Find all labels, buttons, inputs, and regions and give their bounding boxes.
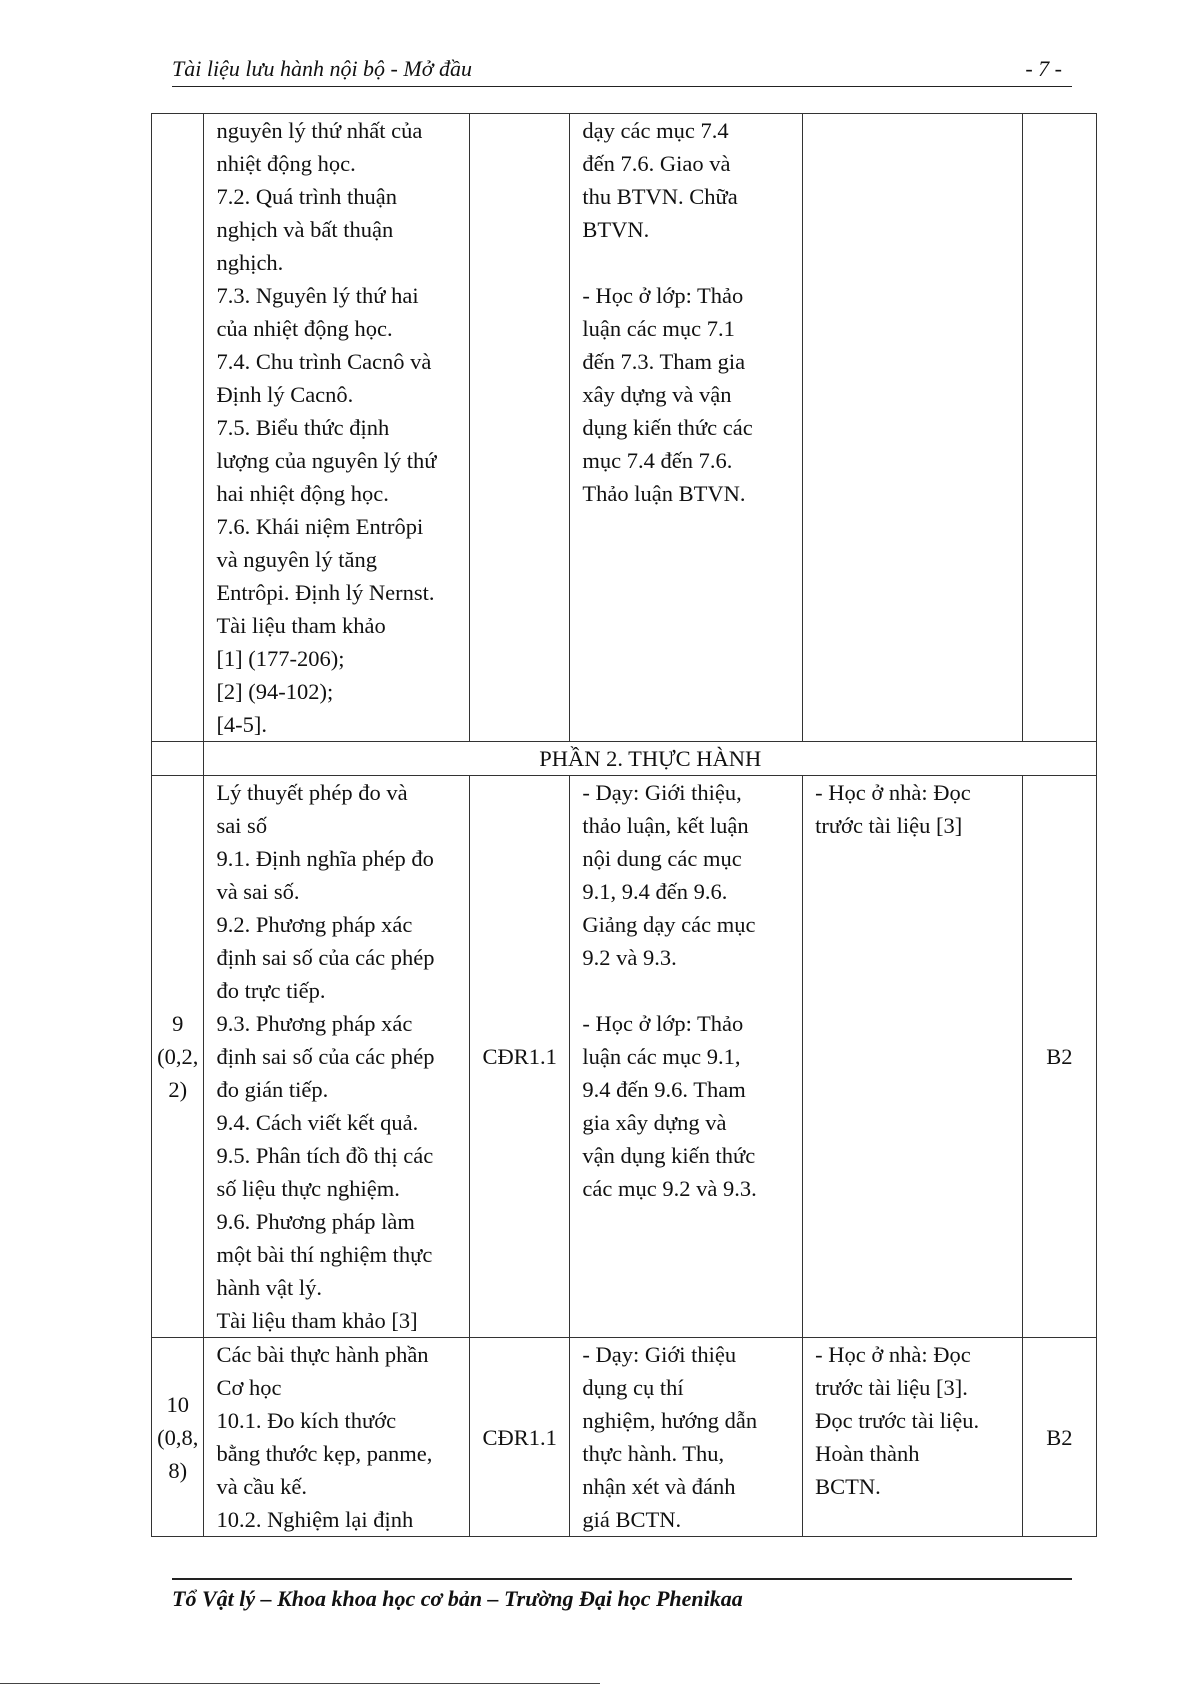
text-line: đến 7.6. Giao và xyxy=(582,151,731,176)
text-line: 9.3. Phương pháp xác xyxy=(216,1011,413,1036)
text-line: luận các mục 9.1, xyxy=(582,1044,741,1069)
method-cell xyxy=(570,1338,803,1537)
content-cell xyxy=(204,114,469,742)
text-line: xây dựng và vận xyxy=(582,382,732,407)
text-line: Đọc trước tài liệu. xyxy=(815,1408,980,1433)
text-line: luận các mục 7.1 xyxy=(582,316,735,341)
text-line: [4-5]. xyxy=(216,712,268,737)
text-line: 7.6. Khái niệm Entrôpi xyxy=(216,514,424,539)
footer-rule xyxy=(172,1578,1072,1580)
outcome-cell: CĐR1.1 xyxy=(469,1338,570,1537)
text-line: thảo luận, kết luận xyxy=(582,813,749,838)
text-line: Entrôpi. Định lý Nernst. xyxy=(216,580,435,605)
text-line: 7.4. Chu trình Cacnô và xyxy=(216,349,432,374)
text-line: nghịch và bất thuận xyxy=(216,217,394,242)
table-row-section xyxy=(152,742,1097,776)
blank-line xyxy=(582,246,792,279)
text-line: [1] (177-206); xyxy=(216,646,345,671)
assessment-cell xyxy=(1022,114,1096,742)
text-line: các mục 9.2 và 9.3. xyxy=(582,1176,757,1201)
table-row-week-9 xyxy=(152,776,1097,1338)
text-line: Tài liệu tham khảo [3] xyxy=(216,1308,418,1333)
text-line: vận dụng kiến thức xyxy=(582,1143,756,1168)
text-line: sai số xyxy=(216,813,268,838)
text-line: - Học ở lớp: Thảo xyxy=(582,1011,744,1036)
text-line: nghịch. xyxy=(216,250,284,275)
text-line: hành vật lý. xyxy=(216,1275,323,1300)
text-line: Định lý Cacnô. xyxy=(216,382,354,407)
content-cell xyxy=(204,1338,469,1537)
table-row-continuation xyxy=(152,114,1097,742)
text-line: và cầu kế. xyxy=(216,1474,308,1499)
text-line: Giảng dạy các mục xyxy=(582,912,756,937)
text-line: nhiệt động học. xyxy=(216,151,356,176)
page-footer: Tổ Vật lý – Khoa khoa học cơ bản – Trường Đại học Phenikaa xyxy=(172,1586,743,1611)
week-cell xyxy=(152,776,204,1338)
text-line: đo gián tiếp. xyxy=(216,1077,329,1102)
text-line: - Học ở nhà: Đọc xyxy=(815,780,971,805)
page-header xyxy=(172,52,1072,87)
text-line: nguyên lý thứ nhất của xyxy=(216,118,423,143)
text-line: 9.4. Cách viết kết quả. xyxy=(216,1110,419,1135)
text-line: Cơ học xyxy=(216,1375,282,1400)
section-heading: PHẦN 2. THỰC HÀNH xyxy=(204,742,1097,776)
text-line: [2] (94-102); xyxy=(216,679,334,704)
text-line: dụng kiến thức các xyxy=(582,415,753,440)
text-line: 7.2. Quá trình thuận xyxy=(216,184,398,209)
outcome-cell xyxy=(469,114,570,742)
self-study-cell xyxy=(803,776,1023,1338)
text-line: (0,2, xyxy=(157,1044,199,1069)
text-line: Tài liệu tham khảo xyxy=(216,613,386,638)
text-line: định sai số của các phép xyxy=(216,1044,435,1069)
text-line: đo trực tiếp. xyxy=(216,978,326,1003)
text-line: nội dung các mục xyxy=(582,846,742,871)
text-line: 9.5. Phân tích đồ thị các xyxy=(216,1143,434,1168)
outcome-cell: CĐR1.1 xyxy=(469,776,570,1338)
bottom-rule xyxy=(0,1683,600,1684)
text-line: đến 7.3. Tham gia xyxy=(582,349,746,374)
text-line: thu BTVN. Chữa xyxy=(582,184,738,209)
text-line: 9.4 đến 9.6. Tham xyxy=(582,1077,746,1102)
text-line: 9.1. Định nghĩa phép đo xyxy=(216,846,434,871)
text-line: hai nhiệt động học. xyxy=(216,481,389,506)
text-line: lượng của nguyên lý thứ xyxy=(216,448,437,473)
week-cell xyxy=(152,1338,204,1537)
text-line: 9 xyxy=(172,1011,184,1036)
text-line: trước tài liệu [3]. xyxy=(815,1375,968,1400)
text-line: - Học ở nhà: Đọc xyxy=(815,1342,971,1367)
text-line: và sai số. xyxy=(216,879,300,904)
text-line: giá BCTN. xyxy=(582,1507,682,1532)
assessment-cell: B2 xyxy=(1022,1338,1096,1537)
text-line: của nhiệt động học. xyxy=(216,316,393,341)
method-cell xyxy=(570,114,803,742)
week-cell xyxy=(152,742,204,776)
syllabus-table xyxy=(151,113,1097,1537)
text-line: 7.3. Nguyên lý thứ hai xyxy=(216,283,419,308)
table-row-week-10 xyxy=(152,1338,1097,1537)
text-line: Thảo luận BTVN. xyxy=(582,481,746,506)
text-line: bằng thước kẹp, panme, xyxy=(216,1441,433,1466)
blank-line xyxy=(582,974,792,1007)
text-line: nghiệm, hướng dẫn xyxy=(582,1408,758,1433)
text-line: BCTN. xyxy=(815,1474,881,1499)
text-line: 7.5. Biểu thức định xyxy=(216,415,390,440)
text-line: định sai số của các phép xyxy=(216,945,435,970)
method-cell xyxy=(570,776,803,1338)
text-line: - Dạy: Giới thiệu xyxy=(582,1342,737,1367)
self-study-cell xyxy=(803,114,1023,742)
text-line: thực hành. Thu, xyxy=(582,1441,725,1466)
content-cell xyxy=(204,776,469,1338)
text-line: 10 xyxy=(166,1391,189,1417)
text-line: Các bài thực hành phần xyxy=(216,1342,429,1367)
text-line: 2) xyxy=(168,1077,188,1102)
self-study-cell xyxy=(803,1338,1023,1537)
text-line: nhận xét và đánh xyxy=(582,1474,736,1499)
text-line: 8) xyxy=(168,1457,188,1483)
header-title: Tài liệu lưu hành nội bộ - Mở đầu xyxy=(172,56,472,81)
text-line: Hoàn thành xyxy=(815,1441,920,1466)
text-line: mục 7.4 đến 7.6. xyxy=(582,448,733,473)
text-line: và nguyên lý tăng xyxy=(216,547,378,572)
text-line: 9.2. Phương pháp xác xyxy=(216,912,413,937)
text-line: 9.6. Phương pháp làm xyxy=(216,1209,415,1234)
text-line: BTVN. xyxy=(582,217,650,242)
text-line: dụng cụ thí xyxy=(582,1375,684,1400)
text-line: (0,8, xyxy=(157,1424,199,1450)
text-line: 10.1. Đo kích thước xyxy=(216,1408,397,1433)
text-line: gia xây dựng và xyxy=(582,1110,727,1135)
text-line: trước tài liệu [3] xyxy=(815,813,963,838)
text-line: - Dạy: Giới thiệu, xyxy=(582,780,742,805)
text-line: 9.2 và 9.3. xyxy=(582,945,677,970)
text-line: Lý thuyết phép đo và xyxy=(216,780,408,805)
text-line: dạy các mục 7.4 xyxy=(582,118,729,143)
text-line: - Học ở lớp: Thảo xyxy=(582,283,744,308)
assessment-cell: B2 xyxy=(1022,776,1096,1338)
text-line: 9.1, 9.4 đến 9.6. xyxy=(582,879,728,904)
text-line: một bài thí nghiệm thực xyxy=(216,1242,433,1267)
text-line: 10.2. Nghiệm lại định xyxy=(216,1507,414,1532)
page-number: - 7 - xyxy=(1025,56,1062,81)
text-line: số liệu thực nghiệm. xyxy=(216,1176,400,1201)
week-cell xyxy=(152,114,204,742)
